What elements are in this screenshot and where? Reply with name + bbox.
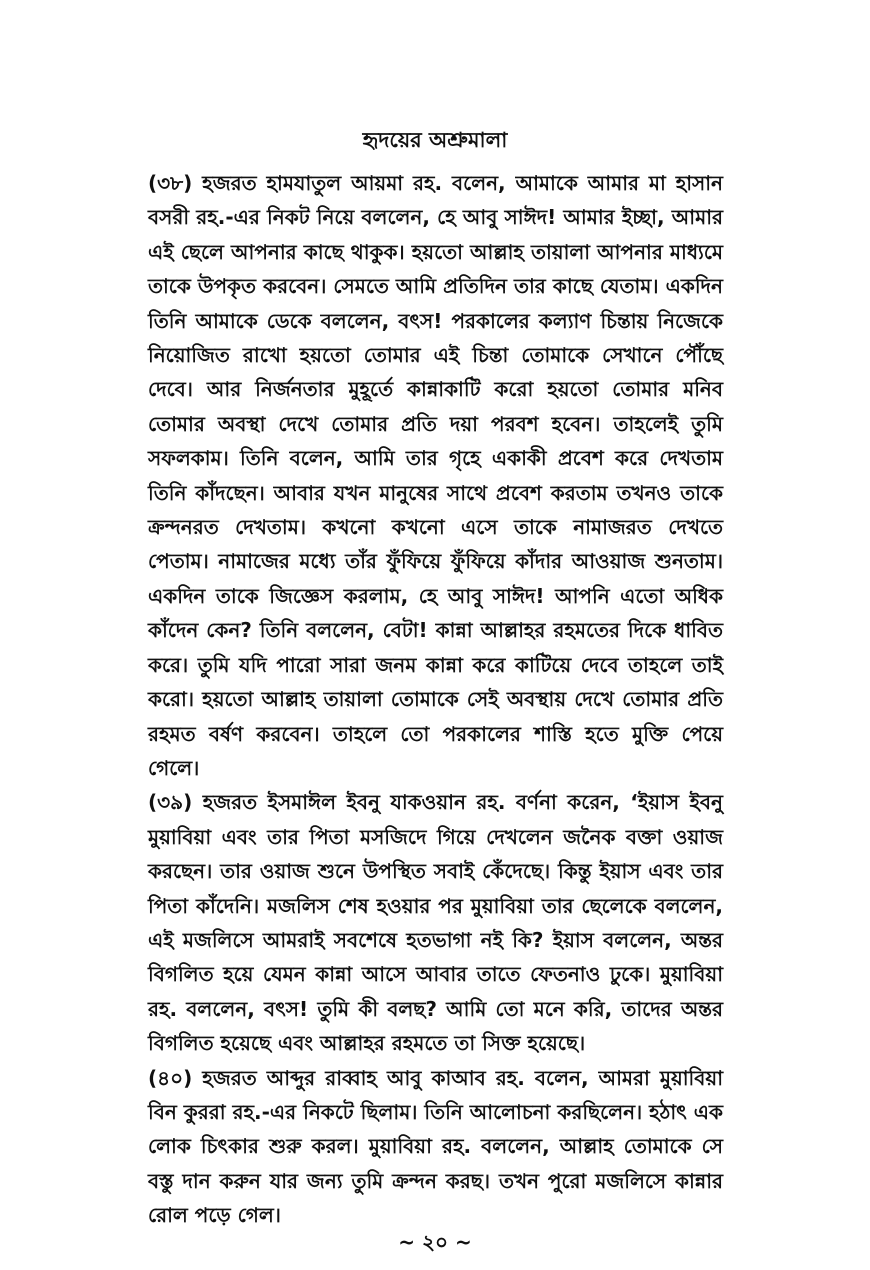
body-text (148, 166, 723, 1233)
running-title: হৃদয়ের অশ্রুমালা (362, 128, 508, 152)
paragraph-40: (৪০) হজরত আব্দুর রাব্বাহ আবু কাআব রহ. বলেন, আমরা মুয়াবিয়া বিন কুররা রহ.-এর নিকটে ছিলাম। তিনি আলোচনা করছিলেন। হঠাৎ এক লোক চিৎকার শুরু করল। মুয়াবিয়া রহ. বললেন, আল্লাহ তোমাকে সে বস্তু দান করুন যার জন্য তুমি ক্রন্দন করছ। তখন পুরো মজলিসে কান্নার রোল পড়ে গেল। (148, 1065, 724, 1228)
paragraph-39: (৩৯) হজরত ইসমাঈল ইবনু যাকওয়ান রহ. বর্ণনা করেন, ‘ইয়াস ইবনু মুয়াবিয়া এবং তার পিতা মসজিদে গিয়ে দেখলেন জনৈক বক্তা ওয়াজ করছেন। তার ওয়াজ শুনে উপস্থিত সবাই কেঁদেছে। কিন্তু ইয়াস এবং তার পিতা কাঁদেনি। মজলিস শেষ হওয়ার পর মুয়াবিয়া তার ছেলেকে বললেন, এই মজলিসে আমরাই সবশেষে হতভাগা নই কি? ইয়াস বললেন, অন্তর বিগলিত হয়ে যেমন কান্না আসে আবার তাতে ফেতনাও ঢুকে। মুয়াবিয়া রহ. বললেন, বৎস! তুমি কী বলছ? আমি তো মনে করি, তাদের অন্তর বিগলিত হয়েছে এবং আল্লাহর রহমতে তা সিক্ত হয়েছে। (148, 790, 723, 1056)
paragraph-38: (৩৮) হজরত হামযাতুল আয়মা রহ. বলেন, আমাকে আমার মা হাসান বসরী রহ.-এর নিকট নিয়ে বললেন, হে আবু সাঈদ! আমার ইচ্ছা, আমার এই ছেলে আপনার কাছে থাকুক। হয়তো আল্লাহ তায়ালা আপনার মাধ্যমে তাকে উপকৃত করবেন। সেমতে আমি প্রতিদিন তার কাছে যেতাম। একদিন তিনি আমাকে ডেকে বললেন, বৎস! পরকালের কল্যাণ চিন্তায় নিজেকে নিয়োজিত রাখো হয়তো তোমার এই চিন্তা তোমাকে সেখানে পৌঁছে দেবে। আর নির্জনতার মুহূর্তে কান্নাকাটি করো হয়তো তোমার মনিব তোমার অবস্থা দেখে তোমার প্রতি দয়া পরবশ হবেন। তাহলেই তুমি সফলকাম। তিনি বলেন, আমি তার গৃহে একাকী প্রবেশ করে দেখতাম তিনি কাঁদছেন। আবার যখন মানুষের সাথে প্রবেশ করতাম তখনও তাকে ক্রন্দনরত দেখতাম। কখনো কখনো এসে তাকে নামাজরত দেখতে পেতাম। নামাজের মধ্যে তাঁর ফুঁফিয়ে ফুঁফিয়ে কাঁদার আওয়াজ শুনতাম। একদিন তাকে জিজ্ঞেস করলাম, হে আবু সাঈদ! আপনি এতো অধিক কাঁদেন কেন? তিনি বললেন, বেটা! কান্না আল্লাহর রহমতের দিকে ধাবিত করে। তুমি যদি পারো সারা জনম কান্না করে কাটিয়ে দেবে তাহলে তাই করো। হয়তো আল্লাহ তায়ালা তোমাকে সেই অবস্থায় দেখে তোমার প্রতি রহমত বর্ষণ করবেন। তাহলে তো পরকালের শাস্তি হতে মুক্তি পেয়ে গেলে। (148, 171, 723, 780)
page-number: ~ ২০ ~ (398, 1230, 472, 1254)
